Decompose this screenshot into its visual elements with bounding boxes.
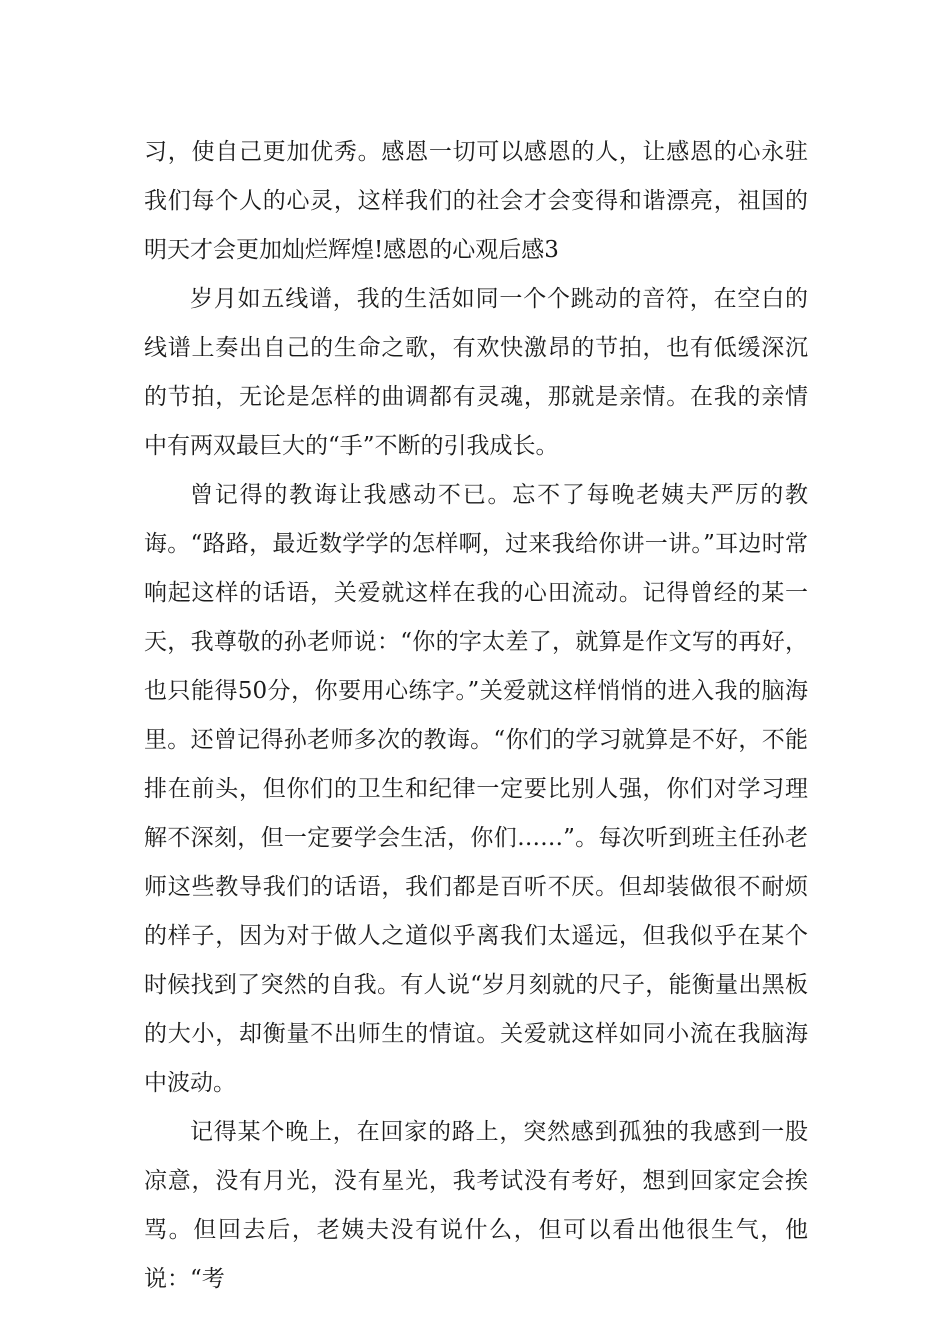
paragraph-2: 岁月如五线谱，我的生活如同一个个跳动的音符，在空白的线谱上奏出自己的生命之歌，有欢快激昂的节拍，也有低缓深沉的节拍，无论是怎样的曲调都有灵魂，那就是亲情。在我的亲情中有两双最巨大的“手”不断的引我成长。 (144, 286, 808, 459)
document-body (144, 128, 808, 1304)
paragraph-3: 曾记得的教诲让我感动不已。忘不了每晚老姨夫严厉的教诲。“路路，最近数学学的怎样啊，过来我给你讲一讲。”耳边时常响起这样的话语，关爱就这样在我的心田流动。记得曾经的某一天，我尊敬的孙老师说：“你的字太差了，就算是作文写的再好，也只能得50分，你要用心练字。”关爱就这样悄悄的进入我的脑海里。还曾记得孙老师多次的教诲。“你们的学习就算是不好，不能排在前头，但你们的卫生和纪律一定要比别人强，你们对学习理解不深刻，但一定要学会生活，你们……”。每次听到班主任孙老师这些教导我们的话语，我们都是百听不厌。但却装做很不耐烦的样子，因为对于做人之道似乎离我们太遥远，但我似乎在某个时候找到了突然的自我。有人说“岁月刻就的尺子，能衡量出黑板的大小，却衡量不出师生的情谊。关爱就这样如同小流在我脑海中波动。 (144, 482, 808, 1096)
paragraph-4: 记得某个晚上，在回家的路上，突然感到孤独的我感到一股凉意，没有月光，没有星光，我考试没有考好，想到回家定会挨骂。但回去后，老姨夫没有说什么，但可以看出他很生气，他说：“考 (144, 1119, 808, 1292)
paragraph-1: 习，使自己更加优秀。感恩一切可以感恩的人，让感恩的心永驻我们每个人的心灵，这样我们的社会才会变得和谐漂亮，祖国的明天才会更加灿烂辉煌!感恩的心观后感3 (144, 139, 808, 263)
